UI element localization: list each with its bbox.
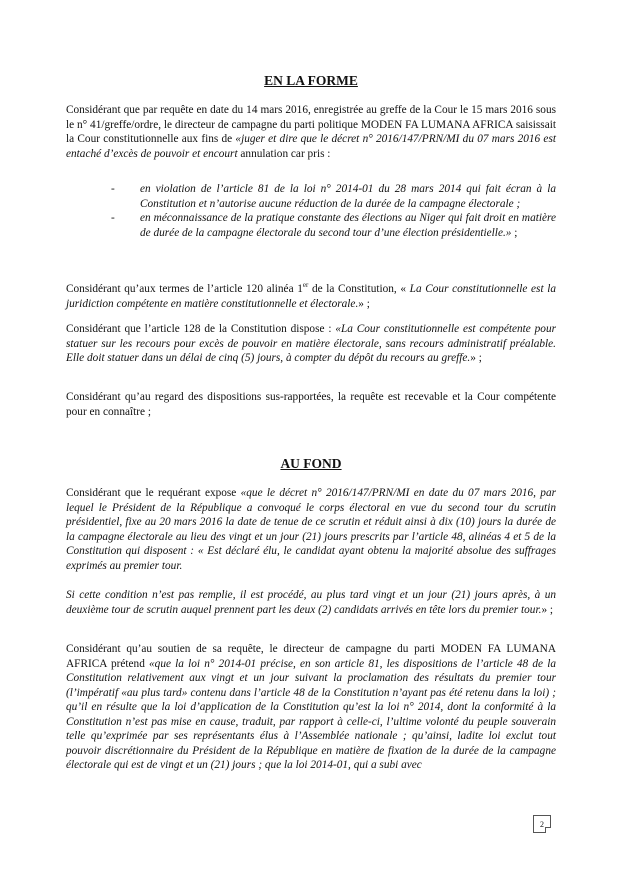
fond-p1-text: Considérant que le requérant expose [66,487,241,499]
page-number-box [533,815,551,833]
forme-p3-end: » ; [470,352,482,364]
fond-p3-text: Considérant qu’au soutien de sa requête, le directeur de campagne du parti MODEN FA LUMANA AFRICA prétend [66,643,556,670]
forme-bullet-2-end: ; [511,226,518,239]
forme-p2-end: » ; [358,297,370,310]
forme-paragraph-4 [66,390,556,419]
fond-paragraph-3 [66,642,556,773]
forme-bullet-2 [111,211,556,240]
page-number: 2 [540,820,544,829]
fond-paragraph-2 [66,588,556,617]
bullet-dash: - [111,183,115,195]
fond-paragraph-1 [66,486,556,573]
forme-p1-text: Considérant que par requête en date du 14 mars 2016, enregistrée au greffe de la Cour le 15 mars 2016 sous le n° 41/greffe/ordre, le directeur de campagne du parti politique MODEN FA LUMANA AFRICA saisissait la Cour constitutionnelle aux fins de [66,104,556,145]
forme-bullet-1-text: en violation de l’article 81 de la loi n° 2014-01 du 28 mars 2014 qui fait écran à la Constitution et n’autorise aucune réduction de la durée de la campagne électorale ; [140,183,556,210]
forme-p1-quote: «juger et dire que le décret n° 2016/147/PRN/MI du 07 mars 2016 est entaché d’excès de pouvoir et encourt [66,133,556,160]
forme-paragraph-3 [66,322,556,366]
fond-p2-quote: Si cette condition n’est pas remplie, il est procédé, au plus tard vingt et un jour (21) jours après, à un deuxième tour de scrutin auquel prennent part les deux (2) candidats arrivés en tête lors du premier tour. [66,589,556,616]
forme-bullet-list [111,182,556,240]
forme-paragraph-2 [66,282,556,311]
forme-p2-sup: er [302,281,309,290]
fond-p1-quote: «que le décret n° 2016/147/PRN/MI en date du 07 mars 2016, par lequel le Président de la République a convoqué le corps électoral en vue du second tour du scrutin présidentiel, fixe au 20 mars 2016 la date de tenue de ce scrutin et réduit ainsi à dix (10) jours la durée de la campagne électorale au lieu des vingt et un jour (21) jours prescrits par l’article 48, alinéas 4 et 5 de la Constitution qui disposent : « Est déclaré élu, le candidat ayant obtenu la majorité absolue des suffrages exprimés au premier tour. [66,487,556,572]
forme-p1-end: annulation car pris : [237,147,331,160]
forme-paragraph-1 [66,103,556,161]
forme-p4-text: Considérant qu’au regard des dispositions sus-rapportées, la requête est recevable et la Cour compétente pour en connaître ; [66,391,556,418]
fond-p2-end: » ; [541,603,554,616]
forme-bullet-1 [111,182,556,211]
forme-p2-quote: La Cour constitutionnelle est la juridiction compétente en matière constitutionnelle et électorale. [66,283,557,310]
forme-p3-quote: «La Cour constitutionnelle est compétente pour statuer sur les recours pour excès de pouvoir en matière électorale, sans recours administratif préalable. Elle doit statuer dans un délai de cinq (5) jours, à compter du dépôt du recours au greffe. [66,323,556,364]
forme-bullet-2-text: en méconnaissance de la pratique constante des élections au Niger qui fait droit en matière de durée de la campagne électorale du second tour d’une élection présidentielle.» [140,212,556,239]
bullet-dash: - [111,212,115,224]
forme-p2-text-b: de la Constitution, « [308,283,410,295]
forme-p3-text: Considérant que l’article 128 de la Constitution dispose : [66,323,336,335]
section-title-forme: EN LA FORME [264,73,358,88]
fond-p3-quote: «que la loi n° 2014-01 précise, en son article 81, les dispositions de l’article 48 de la Constitution relativement aux vingt et un jour suivant la proclamation des résultats du premier tour (l’impératif «au plus tard» contenu dans l’article 48 de la Constitution n’ayant pas été retenu dans la loi) ; qu’il en résulte que la loi d’application de la Constitution qu’est la loi n° 2014, dont la conformité à la Constitution n’est pas mise en cause, traduit, par rapport à celle-ci, l’ultime volonté du peuple souverain telle qu’exprimée par ses représentants élus à l’Assemblée nationale ; qu’ainsi, ladite loi exclut tout pouvoir discrétionnaire du Président de la République en matière de fixation de la durée de la campagne électorale qui est de vingt et un (21) jours ; que la loi 2014-01, qui a subi avec [66,657,556,771]
section-title-fond: AU FOND [280,456,342,471]
forme-p2-text: Considérant qu’aux termes de l’article 120 alinéa 1 [66,283,303,295]
